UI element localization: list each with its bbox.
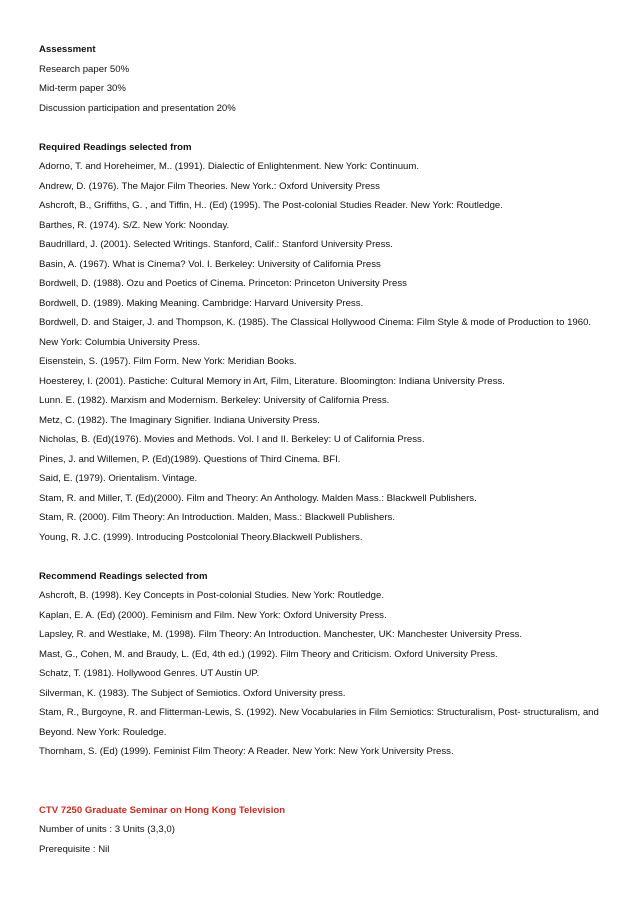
- reference-item: Schatz, T. (1981). Hollywood Genres. UT Austin UP.: [39, 668, 260, 679]
- reference-item: Ashcroft, B., Griffiths, G. , and Tiffin, H.. (Ed) (1995). The Post-colonial Studies Reader. New York: Routledge.: [39, 200, 503, 211]
- reference-item: Stam, R., Burgoyne, R. and Flitterman-Lewis, S. (1992). New Vocabularies in Film Semiotics: Structuralism, Post- structuralism, and: [39, 707, 599, 718]
- reference-item: Hoesterey, I. (2001). Pastiche: Cultural Memory in Art, Film, Literature. Bloomington: Indiana University Press.: [39, 375, 505, 387]
- reference-item: Thornham, S. (Ed) (1999). Feminist Film Theory: A Reader. New York: New York University Press.: [39, 746, 454, 757]
- reference-item: Eisenstein, S. (1957). Film Form. New York: Meridian Books.: [39, 356, 297, 367]
- reference-item: Young, R. J.C. (1999). Introducing Postcolonial Theory.Blackwell Publishers.: [39, 531, 363, 543]
- reference-item: Bordwell, D. (1988). Ozu and Poetics of Cinema. Princeton: Princeton University Press: [39, 278, 407, 289]
- course-title: CTV 7250 Graduate Seminar on Hong Kong Television: [39, 804, 286, 816]
- reference-item: Lapsley, R. and Westlake, M. (1998). Film Theory: An Introduction. Manchester, UK: Manchester University Press.: [39, 629, 523, 640]
- assessment-item: Research paper 50%: [39, 63, 130, 75]
- reference-item: Bordwell, D. and Staiger, J. and Thompson, K. (1985). The Classical Hollywood Cinema: Film Style & mode of Production to 1960.: [39, 317, 592, 328]
- document-page: [39, 40, 619, 859]
- reference-item: Kaplan, E. A. (Ed) (2000). Feminism and Film. New York: Oxford University Press.: [39, 609, 387, 621]
- reference-item: Basin, A. (1967). What is Cinema? Vol. I. Berkeley: University of California Press: [39, 258, 381, 270]
- required-readings-heading: Required Readings selected from: [39, 141, 192, 153]
- assessment-item: Discussion participation and presentation 20%: [39, 102, 236, 114]
- reference-item: Ashcroft, B. (1998). Key Concepts in Post-colonial Studies. New York: Routledge.: [39, 590, 385, 601]
- reference-item: Silverman, K. (1983). The Subject of Semiotics. Oxford University press.: [39, 687, 346, 699]
- reference-item: Barthes, R. (1974). S/Z. New York: Noonday.: [39, 219, 230, 231]
- reference-item: Stam, R. (2000). Film Theory: An Introduction. Malden, Mass.: Blackwell Publishers.: [39, 512, 395, 523]
- reference-item: Metz, C. (1982). The Imaginary Signifier. Indiana University Press.: [39, 414, 320, 426]
- reference-item: Lunn. E. (1982). Marxism and Modernism. Berkeley: University of California Press.: [39, 395, 390, 406]
- course-prerequisite: Prerequisite : Nil: [39, 843, 110, 855]
- reference-item: Baudrillard, J. (2001). Selected Writings. Stanford, Calif.: Stanford University Press.: [39, 239, 393, 250]
- reference-item: Bordwell, D. (1989). Making Meaning. Cambridge: Harvard University Press.: [39, 297, 364, 309]
- reference-item: Stam, R. and Miller, T. (Ed)(2000). Film and Theory: An Anthology. Malden Mass.: Blackwell Publishers.: [39, 492, 477, 504]
- required-readings-list: [39, 157, 619, 547]
- reference-item: Said, E. (1979). Orientalism. Vintage.: [39, 473, 198, 484]
- reference-item: Beyond. New York: Rouledge.: [39, 726, 167, 738]
- reference-item: Mast, G., Cohen, M. and Braudy, L. (Ed, 4th ed.) (1992). Film Theory and Criticism. Oxford University Press.: [39, 648, 498, 660]
- reference-item: Adorno, T. and Horeheimer, M.. (1991). Dialectic of Enlightenment. New York: Continuum.: [39, 161, 420, 172]
- course-units: Number of units : 3 Units (3,3,0): [39, 824, 175, 835]
- assessment-list: [39, 60, 619, 119]
- reference-item: Andrew, D. (1976). The Major Film Theories. New York.: Oxford University Press: [39, 180, 380, 192]
- recommended-readings-heading: Recommend Readings selected from: [39, 570, 208, 582]
- recommended-readings-list: [39, 586, 619, 762]
- reference-item: New York: Columbia University Press.: [39, 336, 201, 348]
- assessment-item: Mid-term paper 30%: [39, 83, 126, 94]
- assessment-heading: Assessment: [39, 44, 96, 55]
- reference-item: Pines, J. and Willemen, P. (Ed)(1989). Questions of Third Cinema. BFI.: [39, 453, 341, 465]
- reference-item: Nicholas, B. (Ed)(1976). Movies and Methods. Vol. I and II. Berkeley: U of California Press.: [39, 434, 425, 445]
